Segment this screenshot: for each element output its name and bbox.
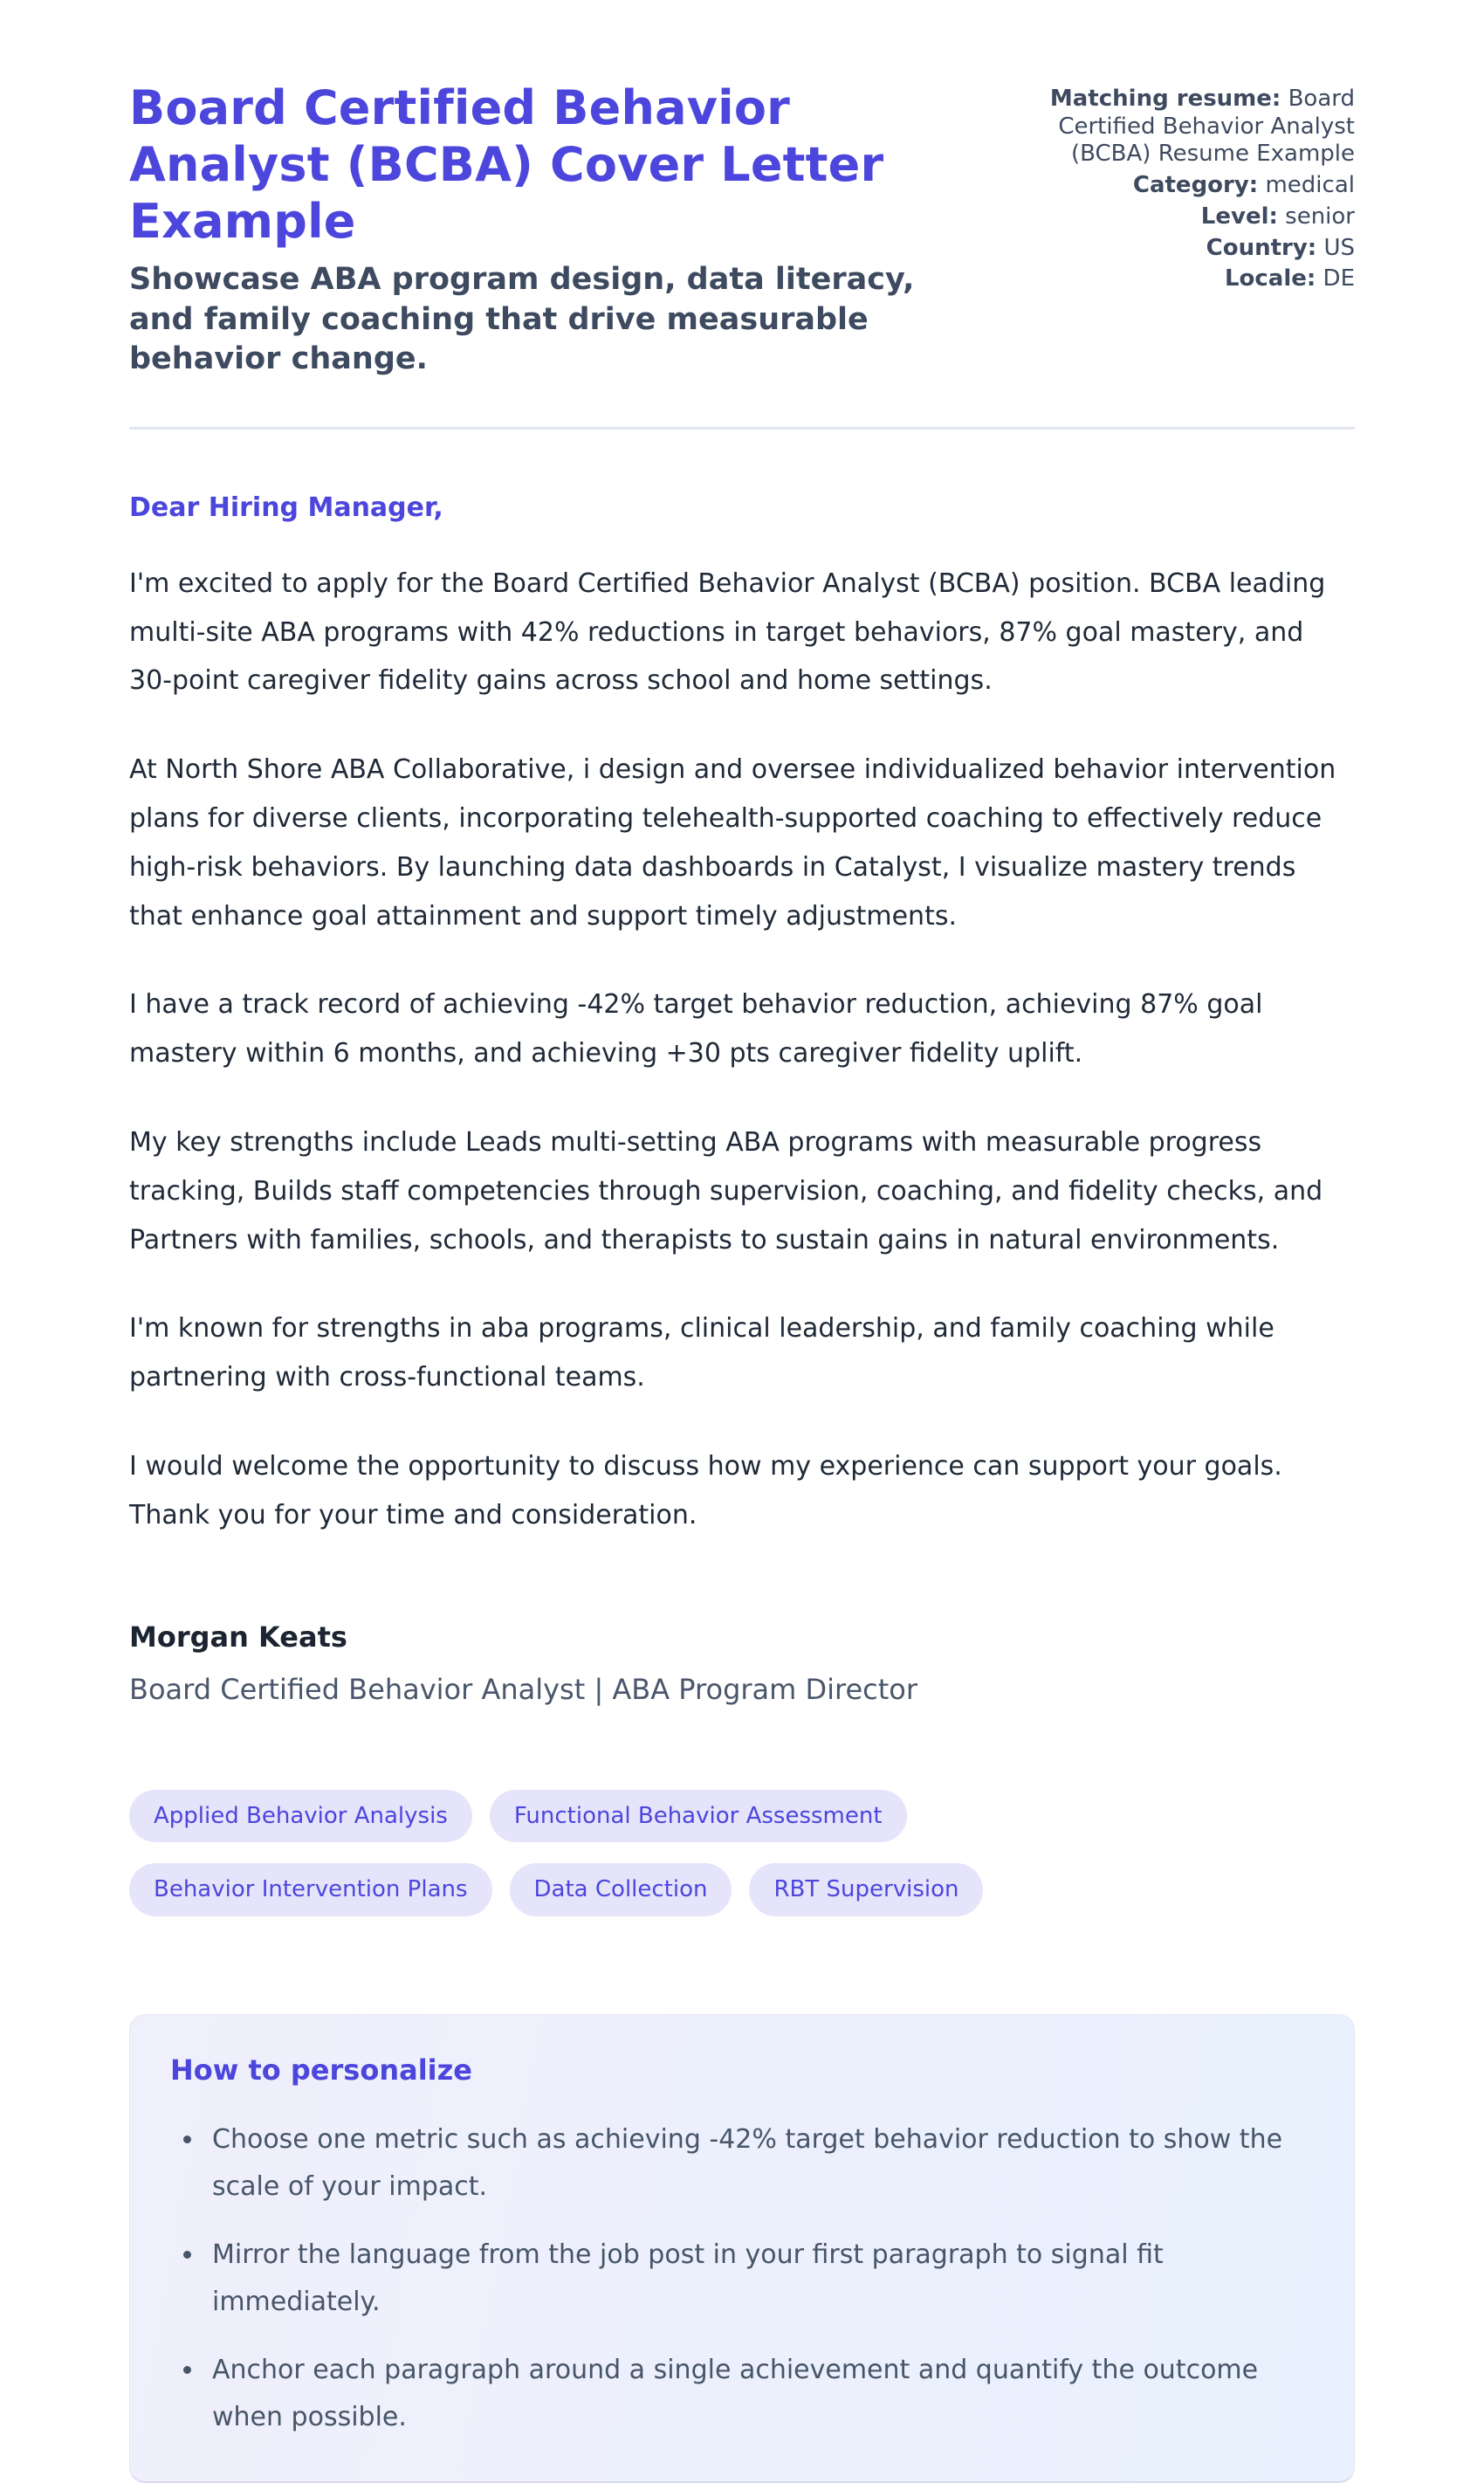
letter-body xyxy=(129,430,1355,2483)
personalize-box xyxy=(129,2014,1355,2483)
signature xyxy=(129,1620,1355,1706)
meta-label: Matching resume: xyxy=(1049,86,1281,112)
salutation: Dear Hiring Manager, xyxy=(129,492,443,523)
letter-paragraph-4: My key strengths include Leads multi-setting ABA programs with measurable progress tracking, Builds staff competencies through supervision, coaching, and fidelity checks, and Partners with families, schools, and therapists to sustain gains in natural environments. xyxy=(129,1127,1323,1255)
meta-value: DE xyxy=(1323,265,1355,292)
personalize-tip-3: • Anchor each paragraph around a single achievement and quantify the outcome when possible. xyxy=(205,2347,1310,2441)
letter-paragraph-5: I'm known for strengths in aba programs, clinical leadership, and family coaching while partnering with cross-functional teams. xyxy=(129,1313,1274,1393)
meta-value: US xyxy=(1323,234,1355,261)
meta-matching-resume xyxy=(1006,86,1355,169)
page-title: Board Certified Behavior Analyst (BCBA) Cover Letter Example xyxy=(129,80,884,249)
meta-country xyxy=(1006,235,1355,263)
meta-label: Level: xyxy=(1200,203,1278,230)
signature-name: Morgan Keats xyxy=(129,1620,347,1654)
personalize-tip-1: • Choose one metric such as achieving -42% target behavior reduction to show the scale of your impact. xyxy=(205,2116,1310,2211)
meta-label: Country: xyxy=(1206,234,1317,261)
skill-tag-functional-behavior-assessment: Functional Behavior Assessment xyxy=(490,1790,907,1843)
skill-tag-applied-behavior-analysis: Applied Behavior Analysis xyxy=(129,1790,472,1843)
meta-value: senior xyxy=(1285,203,1355,230)
letter-paragraph-6: I would welcome the opportunity to discuss how my experience can support your goals. Thank you for your time and consideration. xyxy=(129,1451,1282,1530)
meta-label: Category: xyxy=(1132,172,1259,199)
meta-label: Locale: xyxy=(1224,265,1316,292)
skill-tag-data-collection: Data Collection xyxy=(510,1863,732,1916)
meta-value: Board Certified Behavior Analyst (BCBA) Resume Example xyxy=(1058,86,1355,168)
meta-level xyxy=(1006,203,1355,231)
meta-category xyxy=(1006,172,1355,200)
personalize-heading: How to personalize xyxy=(170,2053,472,2087)
personalize-tip-list xyxy=(170,2116,1310,2441)
skill-tag-rbt-supervision: RBT Supervision xyxy=(749,1863,983,1916)
meta-value: medical xyxy=(1265,172,1355,199)
page-subtitle: Showcase ABA program design, data literacy, and family coaching that drive measurable behavior change. xyxy=(129,262,915,377)
personalize-tip-2: • Mirror the language from the job post in your first paragraph to signal fit immediately. xyxy=(205,2232,1310,2326)
cover-letter-page xyxy=(129,0,1355,2483)
meta-locale xyxy=(1006,265,1355,293)
signature-role: Board Certified Behavior Analyst | ABA Program Director xyxy=(129,1672,918,1706)
letter-paragraph-2: At North Shore ABA Collaborative, i design and oversee individualized behavior intervention plans for diverse clients, incorporating telehealth-supported coaching to effectively reduce high-risk behaviors. By launching data dashboards in Catalyst, I visualize mastery trends that enhance goal attainment and support timely adjustments. xyxy=(129,754,1336,932)
resume-meta xyxy=(1006,80,1355,297)
skill-tags xyxy=(129,1790,1177,1916)
letter-paragraph-3: I have a track record of achieving -42% target behavior reduction, achieving 87% goal mastery within 6 months, and achieving +30 pts caregiver fidelity uplift. xyxy=(129,989,1263,1070)
skill-tag-behavior-intervention-plans: Behavior Intervention Plans xyxy=(129,1863,492,1916)
header-title-block xyxy=(129,80,941,380)
letter-paragraph-1: I'm excited to apply for the Board Certified Behavior Analyst (BCBA) position. BCBA leading multi-site ABA programs with 42% reductions in target behaviors, 87% goal mastery, and 30-point caregiver fidelity gains across school and home settings. xyxy=(129,567,1326,697)
header xyxy=(129,80,1355,380)
